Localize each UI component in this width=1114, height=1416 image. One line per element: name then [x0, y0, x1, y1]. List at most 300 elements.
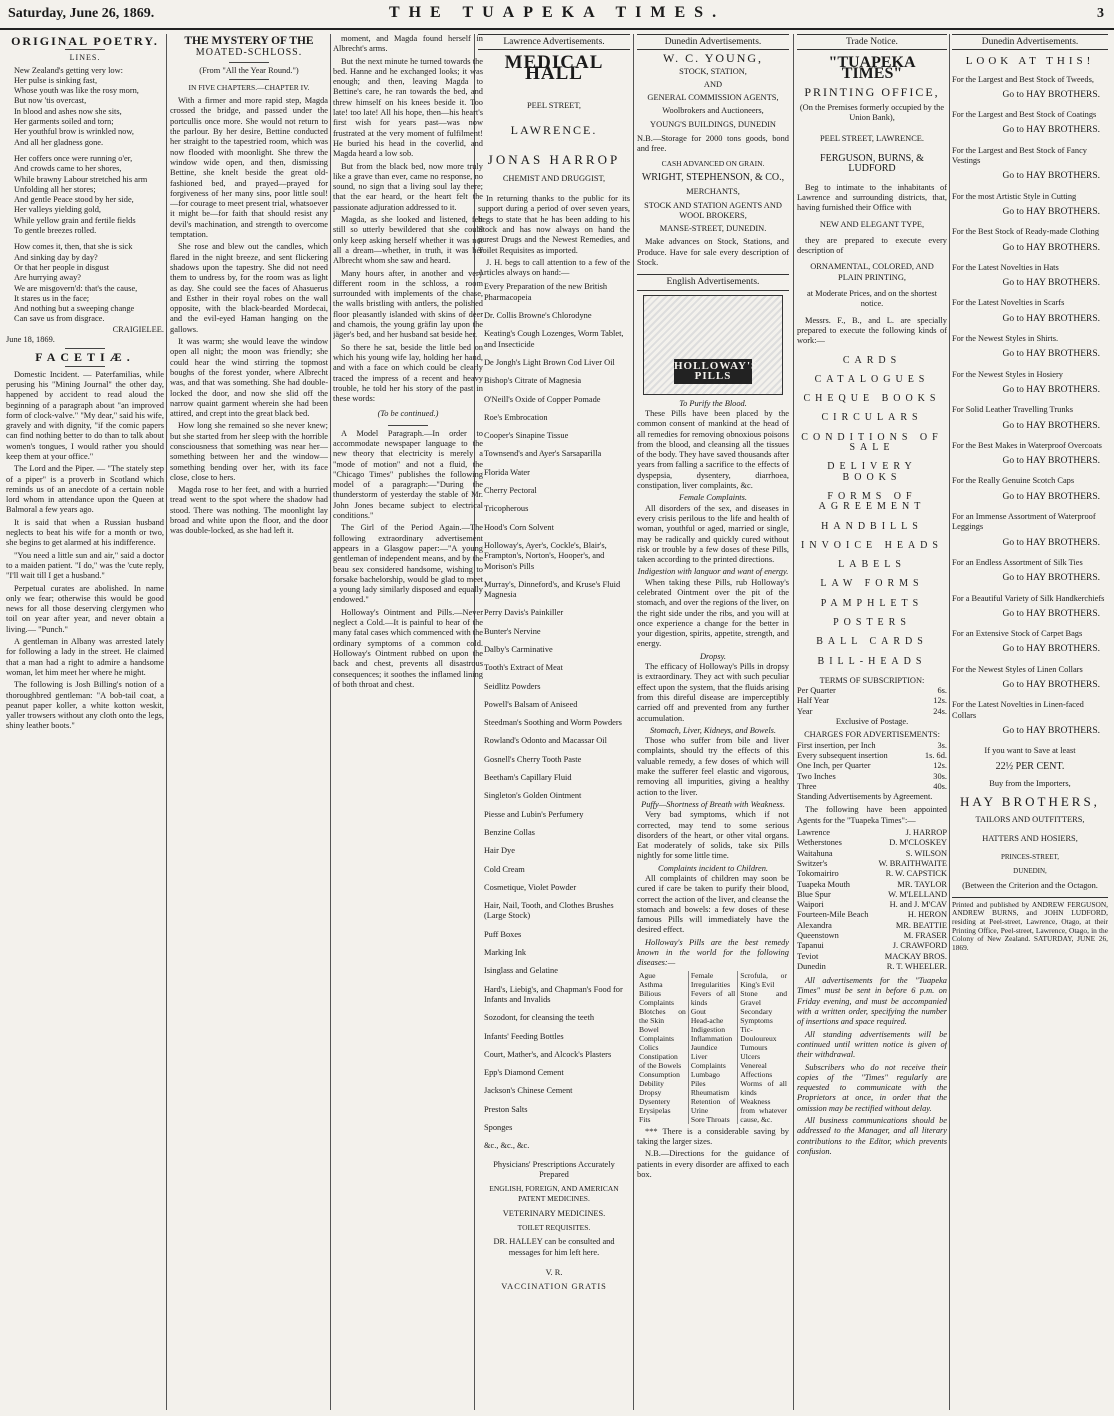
disease-column [738, 971, 789, 1124]
poem-line: It stares us in the face; [14, 293, 90, 303]
drug-item: Hair Dye [484, 846, 515, 856]
story-paragraph: She rose and blew out the candles, which flared in the night breeze, and sent flickering shadows upon the tapestry. She did not need them to undress by, for the room was as light as day. She could see the faces of Ahasuerus and Esther in their royal robes on the wall opposite, with the black-bearded Mordecai, and the evil-eyed Haman hanging on the gallows. [170, 242, 328, 334]
agent-place: Tapanui [797, 941, 824, 951]
hay-item: For an Endless Assortment of Silk Ties [952, 557, 1083, 567]
disease-item: Rheumatism [690, 1087, 730, 1097]
charge-label: First insertion, per Inch [797, 740, 876, 750]
drug-item: Singleton's Golden Ointment [484, 791, 582, 801]
drug-item: De Jongh's Light Brown Cod Liver Oil [484, 357, 615, 367]
agent-place: Wetherstones [797, 838, 842, 848]
drug-item: Dalby's Carminative [484, 644, 553, 654]
sub-heading: Puffy—Shortness of Breath with Weakness. [641, 799, 785, 809]
disease-item: Blotches on the Skin [639, 1006, 686, 1025]
sub-heading: To Purify the Blood. [679, 398, 747, 408]
drug-item: Tooth's Extract of Meat [484, 663, 563, 673]
poem-author: CRAIGIELEE. [112, 324, 164, 334]
body: When taking these Pills, rub Holloway's celebrated Ointment over the pit of the stomach, and over the regions of the liver, on the right side under the ribs, and you will at once experience a change for the better in your digestion, spirits, appetite, strength, and energy. [637, 577, 789, 649]
poem-line: Her valleys yielding gold, [14, 205, 101, 215]
charges-heading: CHARGES FOR ADVERTISEMENTS: [804, 730, 940, 740]
firm-body: Beg to intimate to the inhabitants of Lawrence and surrounding districts, that, having furnished their Office with [797, 182, 947, 213]
drug-item: Steedman's Soothing and Worm Powders [484, 718, 622, 728]
firm-name: FERGUSON, BURNS, & LUDFORD [820, 153, 924, 175]
charge-label: One Inch, per Quarter [797, 761, 871, 771]
hay-go-to: Go to HAY BROTHERS. [1002, 206, 1100, 217]
hay-go-to: Go to HAY BROTHERS. [1002, 242, 1100, 253]
disease-item: Constipation of the Bowels [639, 1051, 682, 1070]
disease-column [637, 971, 688, 1124]
story-paragraph: How long she remained so she never knew; but she started from her sleep with the horrible consciousness that something was near her—something between her and the window—something bending over her, with its face close, close to hers. [170, 421, 328, 482]
agent-row [797, 921, 947, 931]
hay-item: For the Latest Novelties in Hats [952, 262, 1059, 272]
story-paragraph: But from the black bed, now more truly like a grave than ever, came no response, no sound, no sign that a living soul lay there; that the ear heard, or the heart felt the passionate adjuration addressed to it. [333, 161, 483, 212]
hay-item: For the Largest and Best Stock of Coatings [952, 110, 1097, 120]
charge-row [797, 782, 947, 792]
drug-item: Jackson's Chinese Cement [484, 1086, 573, 1096]
terms-value: 6s. [937, 686, 947, 696]
agent-row [797, 952, 947, 962]
charge-value: 1s. 6d. [924, 750, 947, 760]
charge-label: Three [797, 781, 817, 791]
young-line: STOCK, STATION, [679, 66, 747, 76]
work-item: LABELS [838, 559, 906, 571]
terms-heading: TERMS OF SUBSCRIPTION: [819, 675, 925, 685]
disease-item: Sore Throats [690, 1114, 730, 1124]
poem-line: But now 'tis overcast, [14, 96, 87, 106]
drug-item: Murray's, Dinneford's, and Kruse's Fluid Magnesia [484, 579, 621, 600]
charge-row [797, 741, 947, 751]
terms-list [797, 686, 947, 717]
agent-place: Teviot [797, 951, 819, 961]
disease-table [637, 971, 789, 1124]
agent-name: J. HARROP [905, 828, 947, 838]
agent-place: Dunedin [797, 961, 826, 971]
disease-item: Ulcers [740, 1051, 761, 1061]
tailors: TAILORS AND OUTFITTERS, [975, 815, 1085, 825]
charge-label: Two Inches [797, 771, 836, 781]
drug-item: Powell's Balsam of Aniseed [484, 699, 578, 709]
drug-item: Cosmetique, Violet Powder [484, 882, 577, 892]
hay-go-to: Go to HAY BROTHERS. [1002, 725, 1100, 736]
poem-body [6, 66, 164, 325]
drug-item: Every Preparation of the new British Pharmacopeia [484, 282, 608, 302]
column-rule [330, 34, 331, 1410]
nb-note: N.B.—Directions for the guidance of patients in every disorder are affixed to each box. [637, 1149, 789, 1179]
facetia-paragraph: Perpetual curates are abolished. In name only we fear; otherwise this would be good news for all those deserving clergymen who toil on year after year, and never obtain a living.— "Punch." [6, 583, 164, 634]
poem-line: Are hurrying away? [14, 273, 81, 283]
agent-row [797, 838, 947, 848]
note-paragraph: All advertisements for the "Tuapeka Times" must be sent in before 6 p.m. on Friday evening, and must be accompanied with a written order, specifying the number of insertions and space required. [797, 976, 947, 1027]
disease-item: Colics [639, 1042, 659, 1052]
poem-line: Her garments soiled and torn; [14, 117, 114, 127]
drug-item: Benzine Collas [484, 827, 535, 837]
poem-line: Her youthful brow is wrinkled now, [14, 127, 134, 137]
poem-line: Her pulse is sinking fast, [14, 75, 98, 85]
best-remedy: Holloway's Pills are the best remedy known in the world for the following diseases:— [637, 937, 789, 968]
poem-line: Her coffers once were running o'er, [14, 153, 133, 163]
column-poetry-facetiae [6, 34, 164, 1412]
agent-row [797, 880, 947, 890]
chemist-name: JONAS HARROP [487, 152, 621, 168]
agent-name: R. T. WHEELER. [886, 961, 947, 971]
drug-item: Gosnell's Cherry Tooth Paste [484, 754, 582, 764]
hay-go-to: Go to HAY BROTHERS. [1002, 491, 1100, 502]
standing: Standing Advertisements by Agreement. [797, 792, 933, 802]
poem-line: While yellow grain and fertile fields [14, 215, 136, 225]
poem-line: And all her gladness gone. [14, 137, 104, 147]
drug-item: Beetham's Capillary Fluid [484, 773, 572, 783]
drug-item: Holloway's, Ayer's, Cockle's, Blair's, Frampton's, Norton's, Hooper's, and Morison's Pills [484, 540, 607, 571]
new-type: NEW AND ELEGANT TYPE, [819, 219, 925, 229]
medical-hall-heading: MEDICAL HALL [504, 52, 604, 84]
cash-note: CASH ADVANCED ON GRAIN. [661, 158, 765, 168]
hay-item: For the most Artistic Style in Cutting [952, 191, 1077, 201]
wright-body: Make advances on Stock, Stations, and Produce. Have for sale every description of Stock. [637, 237, 789, 268]
story-paragraph: Magda rose to her feet, and with a hurried tread went to the spot where the shadow had stood. There was nothing. The moonlight lay broad and white upon the floor, and the door was double-locked, as she had left it. [170, 485, 328, 536]
divider [65, 366, 105, 367]
hay-item: For the Best Stock of Ready-made Clothing [952, 227, 1100, 237]
hay-item: For the Latest Novelties in Linen-faced Collars [952, 700, 1084, 720]
charge-value: 30s. [933, 771, 947, 781]
messrs: Messrs. F., B., and L. are specially prepared to execute the following kinds of work:— [797, 315, 947, 346]
drug-item: Roe's Embrocation [484, 412, 548, 422]
sub-heading: Female Complaints. [679, 493, 747, 503]
body: All disorders of the sex, and diseases in every crisis perilous to the life and health of woman, youthful or aged, married or single, may be radically and quickly cured without risk or trouble by a few doses of these Pills, taken according to the printed directions. [637, 503, 789, 565]
agent-name: MR. TAYLOR [897, 879, 947, 889]
hay-go-to: Go to HAY BROTHERS. [1002, 420, 1100, 431]
patent-medicines: ENGLISH, FOREIGN, AND AMERICAN PATENT MEDICINES. [489, 1184, 619, 1204]
terms-row [797, 696, 947, 706]
halley-note: DR. HALLEY can be consulted and messages for him left here. [493, 1237, 615, 1257]
column-lawrence-ads [478, 34, 630, 1412]
terms-label: Per Quarter [797, 686, 836, 696]
saving-note: *** There is a considerable saving by taking the larger sizes. [637, 1126, 789, 1146]
misc-paragraph: Holloway's Ointment and Pills.—Never neglect a Cold.—It is painful to hear of the many fatal cases which commenced with the ordinary symptoms of a common cold. Holloway's Ointment rubbed on upon the back and chest, prevents all disastrous consequences; it soothes the inflamed lining of both throat and chest. [333, 607, 483, 689]
agent-place: Lawrence [797, 828, 831, 838]
hay-go-to: Go to HAY BROTHERS. [1002, 679, 1100, 690]
drug-item: O'Neill's Oxide of Copper Pomade [484, 394, 601, 404]
hay-item: For the Really Genuine Scotch Caps [952, 476, 1075, 486]
story-body [170, 96, 328, 536]
poem-line: Or that her people in disgust [14, 262, 110, 272]
body: All complaints of children may soon be cured if care be taken to purify their blood, correct the action of the liver, and cleanse the stomach and bowels: a few doses of these famous Pills will immediately have the desired effect. [637, 874, 789, 935]
disease-item: Venereal Affections [740, 1060, 773, 1079]
box-title: Dunedin Advertisements. [952, 34, 1108, 50]
drug-item: Cherry Pectoral [484, 486, 537, 496]
save-note: If you want to Save at least [984, 746, 1076, 756]
charge-row [797, 772, 947, 782]
drug-item: Perry Davis's Painkiller [484, 608, 564, 618]
holloway-banner: HOLLOWAY'S PILLS [674, 360, 759, 383]
masthead [0, 0, 1114, 30]
poem-date: June 18, 1869. [6, 335, 55, 345]
disease-item: Bowel Complaints [639, 1024, 675, 1043]
facetia-paragraph: Domestic Incident. — Paterfamilias, while perusing his "Mining Journal" the other day, happened by accident to read aloud the beginning of a paragraph about "an improved form of clock-valve." "My dear," said his wife, gravely and with dignity, "if the comic papers can find nothing better to do than to talk about women's tongues, I would rather you should keep them at your office." [6, 369, 164, 461]
story-paragraph: With a firmer and more rapid step, Magda crossed the bridge, and passed under the portcullis once more. She would not return to the parlour. By her desire, Bettine conducted her straight to the tapestried room, which was now flooded with moonlight. She threw the window wide open, and then, dismissing Bettine, she knelt beside the great old-fashioned bed, and prayed—prayed for forgiveness of her many sins, poor little soul!—for courage to meet present trial, whatsoever it might be—for faith that should resist any devil's machination, and strength to overcome temptation. [170, 96, 328, 240]
work-item: POSTERS [833, 616, 911, 628]
agent-name: W. BRAITHWAITE [878, 858, 947, 868]
disease-item: Indigestion [690, 1024, 726, 1034]
column-story [170, 34, 328, 1412]
storage-note: N.B.—Storage for 2000 tons goods, bond and free. [637, 134, 789, 154]
drug-item: Bishop's Citrate of Magnesia [484, 376, 582, 386]
hatters: HATTERS AND HOSIERS, [982, 833, 1078, 843]
page-number: 3 [1097, 6, 1104, 21]
prescriptions: Physicians' Prescriptions Accurately Prepared [493, 1159, 615, 1179]
poem-line: In blood and ashes now she sits, [14, 106, 122, 116]
hay-go-to: Go to HAY BROTHERS. [1002, 278, 1100, 289]
agent-row [797, 962, 947, 972]
agent-place: Waitahuna [797, 848, 833, 858]
notes [797, 976, 947, 1157]
terms-row [797, 707, 947, 717]
terms-label: Year [797, 706, 813, 716]
agent-place: Alexandra [797, 920, 832, 930]
disease-item: Scrofula, or King's Evil [740, 970, 787, 989]
drug-item: Townsend's and Ayer's Sarsaparilla [484, 449, 602, 459]
charge-value: 40s. [933, 781, 947, 791]
prices: at Moderate Prices, and on the shortest notice. [806, 289, 937, 309]
sub-heading: Dropsy. [700, 651, 726, 661]
agent-name: J. CRAWFORD [892, 941, 947, 951]
drug-item: Sozodont, for cleansing the teeth [484, 1013, 595, 1023]
box-title: Dunedin Advertisements. [637, 34, 789, 50]
poem-line: Can save us from disgrace. [14, 314, 105, 324]
hay-go-to: Go to HAY BROTHERS. [1002, 573, 1100, 584]
poem-line: Whose youth was like the rosy morn, [14, 86, 139, 96]
drug-item: Piesse and Lubin's Perfumery [484, 809, 584, 819]
agent-name: H. and J. M'CAV [889, 900, 947, 910]
section-heading: FACETIÆ. [35, 350, 135, 365]
disease-item: Fits [639, 1114, 651, 1124]
vr: V. R. [545, 1267, 563, 1277]
disease-item: Female Irregularities [690, 970, 731, 989]
agent-name: D. M'CLOSKEY [889, 838, 947, 848]
street: PEEL STREET, [527, 100, 581, 110]
divider [65, 348, 105, 349]
disease-item: Dropsy [639, 1087, 662, 1097]
printing-office: PRINTING OFFICE, [804, 84, 940, 99]
hay-item: For the Newest Styles of Linen Collars [952, 664, 1083, 674]
hay-go-to: Go to HAY BROTHERS. [1002, 384, 1100, 395]
young-line: Woolbrokers and Auctioneers, [662, 106, 764, 116]
box-title: Lawrence Advertisements. [478, 34, 630, 50]
story-paragraph: Magda, as she looked and listened, felt still so utterly bewildered that she could only keep asking herself whether it was not all a dream—whether, in truth, it was her Albrecht whom she saw and heard. [333, 215, 483, 266]
wright-lines [637, 187, 789, 234]
young-line: AND [703, 79, 723, 89]
drug-item: Tricopherous [484, 504, 529, 514]
poem-line: Unfolding all her stores; [14, 184, 96, 194]
agent-row [797, 931, 947, 941]
newspaper-title: THE TUAPEKA TIMES. [388, 4, 726, 21]
holloway-illustration [643, 295, 783, 395]
disease-item: Inflammation [690, 1033, 733, 1043]
facetia-paragraph: The Lord and the Piper. — "The stately step of a piper" is a proverb in Scotland which reminds us of an anecdote of a certain noble lord whom in attendance upon the Queen at Balmoral a few years ago. [6, 464, 164, 515]
drug-item: Rowland's Odonto and Macassar Oil [484, 736, 607, 746]
intro2: J. H. begs to call attention to a few of the Articles always on hand:— [478, 257, 630, 278]
princes-street: PRINCES-STREET, [1000, 852, 1059, 861]
work-item: CARDS [842, 354, 902, 366]
drug-list [478, 282, 630, 1151]
disease-item: Weakness from whatever cause, &c. [740, 1096, 787, 1124]
hay-go-to: Go to HAY BROTHERS. [1002, 456, 1100, 467]
divider [229, 79, 269, 80]
body: Those who suffer from bile and liver complaints, should try the effects of this valuable remedy, a few doses of which will make the sufferer feel elastic and vigorous, removing all impurities, giving a healthy action to the liver. [637, 736, 789, 797]
ornamental: ORNAMENTAL, COLORED, AND PLAIN PRINTING, [810, 262, 934, 282]
misc-paragraphs [333, 429, 483, 690]
disease-item: Lumbago [690, 1069, 720, 1079]
agents-intro: The following have been appointed Agents for the "Tuapeka Times":— [797, 805, 947, 825]
chemist-trade: CHEMIST AND DRUGGIST, [502, 173, 606, 183]
work-item: PAMPHLETS [820, 597, 924, 609]
charges-list [797, 741, 947, 792]
agent-row [797, 910, 947, 920]
poem-line: How comes it, then, that she is sick [14, 242, 133, 252]
agent-row [797, 828, 947, 838]
charge-row [797, 751, 947, 761]
disease-item: Liver Complaints [690, 1051, 726, 1070]
hay-item: For the Latest Novelties in Scarfs [952, 298, 1065, 308]
agent-name: MR. BEATTIE [895, 920, 947, 930]
column-rule [949, 34, 950, 1410]
disease-item: Tumours [740, 1042, 768, 1052]
misc-paragraph: A Model Paragraph.—In order to accommodate newspaper language to the new theory that electricity is merely a "mode of motion" and not a fluid, the "Chicago Times" publishes the following model of a paragraph:—"During the thunderstorm of yesterday the stable of Mr. John Jones became subject to electrical conditions." [333, 428, 483, 521]
intro: In returning thanks to the public for its support during a period of over seven years, begs to state that he has been adding to his Stock and has now always on hand the purest Drugs and the Newest Remedies, and Toilet Requisites as imported. [478, 194, 630, 255]
agent-row [797, 941, 947, 951]
work-item: CONDITIONS OF SALE [801, 431, 943, 454]
agent-place: Blue Spur [797, 889, 831, 899]
disease-column [688, 971, 737, 1124]
agent-place: Tokomairiro [797, 869, 839, 879]
hay-go-to: Go to HAY BROTHERS. [1002, 313, 1100, 324]
disease-item: Worms of all kinds [740, 1078, 787, 1097]
note-paragraph: Subscribers who do not receive their copies of the "Times" regularly are requested to communicate with the Proprietors at once, in order that the omission may be rectified without delay. [797, 1062, 947, 1113]
story-source: (From "All the Year Round.") [199, 65, 299, 75]
drug-item: Florida Water [484, 467, 530, 477]
agent-name: R. W. CAPSTICK [885, 869, 947, 879]
charge-row [797, 761, 947, 771]
wright-line: MERCHANTS, [686, 187, 740, 197]
dunedin: DUNEDIN, [1013, 867, 1047, 876]
sub-heading: Stomach, Liver, Kidneys, and Bowels. [649, 725, 777, 735]
hay-go-to: Go to HAY BROTHERS. [1002, 644, 1100, 655]
facetia-paragraph: It is said that when a Russian husband neglects to beat his wife for a month or two, she begins to get alarmed at his indifference. [6, 517, 164, 548]
work-item: BILL-HEADS [817, 655, 927, 667]
agent-name: S. WILSON [905, 848, 947, 858]
drug-item: Hood's Corn Solvent [484, 522, 554, 532]
town: LAWRENCE. [510, 123, 598, 138]
agent-row [797, 859, 947, 869]
poem-line: And gentle Peace stood by her side, [14, 195, 134, 205]
hay-item: For the Newest Styles in Hosiery [952, 369, 1063, 379]
prepared: they are prepared to execute every description of [797, 235, 947, 256]
agent-row [797, 890, 947, 900]
section-heading: ORIGINAL POETRY. [11, 34, 159, 48]
drug-item: Bunter's Nervine [484, 626, 541, 636]
work-item: INVOICE HEADS [801, 539, 943, 551]
poem-line: And crowds came to her shores, [14, 164, 122, 174]
drug-item: &c., &c., &c. [484, 1141, 530, 1151]
disease-item: Fevers of all kinds [690, 988, 736, 1007]
terms-value: 24s. [933, 706, 947, 716]
drug-item: Marking Ink [484, 948, 527, 958]
facetia-paragraph: The following is Josh Billing's notion of a thoroughbred gentleman: "A bob-tail coat, a peanut paper koller, a white kotton weskit, yaller trowsers without any cloth onto the legs, shiny leather boots." [6, 680, 164, 731]
tuapeka-times: "TUAPEKA TIMES" [828, 54, 916, 82]
disease-item: Dysentery [639, 1096, 671, 1106]
divider [65, 49, 105, 50]
agent-name: MACKAY BROS. [884, 951, 947, 961]
story-subtitle: MOATED-SCHLOSS. [195, 47, 303, 59]
disease-item: Debility [639, 1078, 664, 1088]
hay-item: For the Largest and Best Stock of Tweeds, [952, 74, 1094, 84]
drug-item: Cooper's Sinapine Tissue [484, 431, 569, 441]
buy-note: Buy from the Importers, [989, 778, 1071, 788]
poem-line: And sinking day by day? [14, 252, 98, 262]
poem-line: While brawny Labour stretched his arm [14, 174, 148, 184]
young-line: GENERAL COMMISSION AGENTS, [647, 93, 779, 103]
charge-value: 12s. [933, 761, 947, 771]
divider [388, 425, 428, 426]
hay-go-to: Go to HAY BROTHERS. [1002, 608, 1100, 619]
poem-line: New Zealand's getting very low: [14, 65, 123, 75]
story-paragraph: So there he sat, beside the little bed on which his young wife lay, holding her hand, and with a face on which could be clearly traced the impress of a recent and heavy trouble, he told her his story of the past in these words: [333, 342, 483, 404]
drug-item: Preston Salts [484, 1104, 528, 1114]
disease-item: Stone and Gravel [740, 988, 787, 1007]
body: These Pills have been placed by the common consent of mankind at the head of all remedies for removing obnoxious poisons from the blood, and cleansing all the tissues of the body. They have saved thousands after years from falling a sacrifice to the effects of dyspepsia, dysentery, diarrhoea, constipation, liver complaints, &c. [637, 408, 789, 491]
column-rule [166, 34, 167, 1410]
drug-item: Hair, Nail, Tooth, and Clothes Brushes (Large Stock) [484, 901, 614, 921]
story-title: THE MYSTERY OF THE [184, 35, 314, 47]
veterinary: VETERINARY MEDICINES. [502, 1208, 606, 1218]
story-paragraph: moment, and Magda found herself in Albrecht's arms. [333, 34, 483, 54]
vaccination: VACCINATION GRATIS [501, 1282, 607, 1292]
column-trade-notice [797, 34, 947, 1412]
sub-heading: Complaints incident to Children. [658, 863, 768, 873]
work-list [797, 356, 947, 667]
agent-row [797, 900, 947, 910]
hay-go-to: Go to HAY BROTHERS. [1002, 125, 1100, 136]
disease-item: Ague [639, 970, 656, 980]
between: (Between the Criterion and the Octagon. [962, 880, 1098, 890]
drug-item: Court, Mather's, and Alcock's Plasters [484, 1049, 612, 1059]
agent-row [797, 849, 947, 859]
agent-place: Queenstown [797, 931, 839, 940]
poem-line: We are misgovern'd: that's the cause, [14, 283, 138, 293]
hay-item: For Solid Leather Travelling Trunks [952, 405, 1073, 415]
column-dunedin-ads [637, 34, 789, 1412]
drug-item: Hard's, Liebig's, and Chapman's Food for Infants and Invalids [484, 984, 623, 1004]
work-item: HANDBILLS [821, 520, 923, 532]
divider [229, 62, 269, 63]
work-item: CHEQUE BOOKS [803, 393, 941, 405]
hay-go-to: Go to HAY BROTHERS. [1002, 537, 1100, 548]
hay-go-to: Go to HAY BROTHERS. [1002, 349, 1100, 360]
toilet: TOILET REQUISITES. [517, 1223, 591, 1233]
story-paragraph: It was warm; she would leave the window open all night; the moon was friendly; she could hear the wind stirring the topmost boughs of the forest yonder, where Albrecht was, and that was something. She had double-locked the door, and now she slid off the narrow quaint garment wherein she had been attired, and crept into the great black bed. [170, 337, 328, 419]
peel-street: PEEL STREET, LAWRENCE. [819, 133, 924, 143]
misc-paragraph: The Girl of the Period Again.—The following extraordinary advertisement appears in a Glasgow paper:—"A young gentleman of independent means, and by the beau sex considered handsome, wishing to forsake bachelorship, would be glad to meet a young lady similarly disposed and equally endowed." [333, 523, 483, 605]
agent-name: H. HERON [907, 910, 947, 920]
terms-value: 12s. [933, 696, 947, 706]
facetiae-body [6, 370, 164, 732]
young-line: YOUNG'S BUILDINGS, DUNEDIN [650, 119, 776, 129]
excl-postage: Exclusive of Postage. [835, 717, 909, 727]
column-hay-brothers [952, 34, 1108, 1412]
wright-line: STOCK AND STATION AGENTS AND WOOL BROKERS, [644, 200, 782, 220]
look-heading: LOOK AT THIS! [965, 55, 1095, 68]
disease-item: Secondary Symptoms [740, 1006, 773, 1025]
poem-line: To gentle breezes rolled. [14, 226, 97, 236]
work-item: BALL CARDS [816, 636, 928, 648]
